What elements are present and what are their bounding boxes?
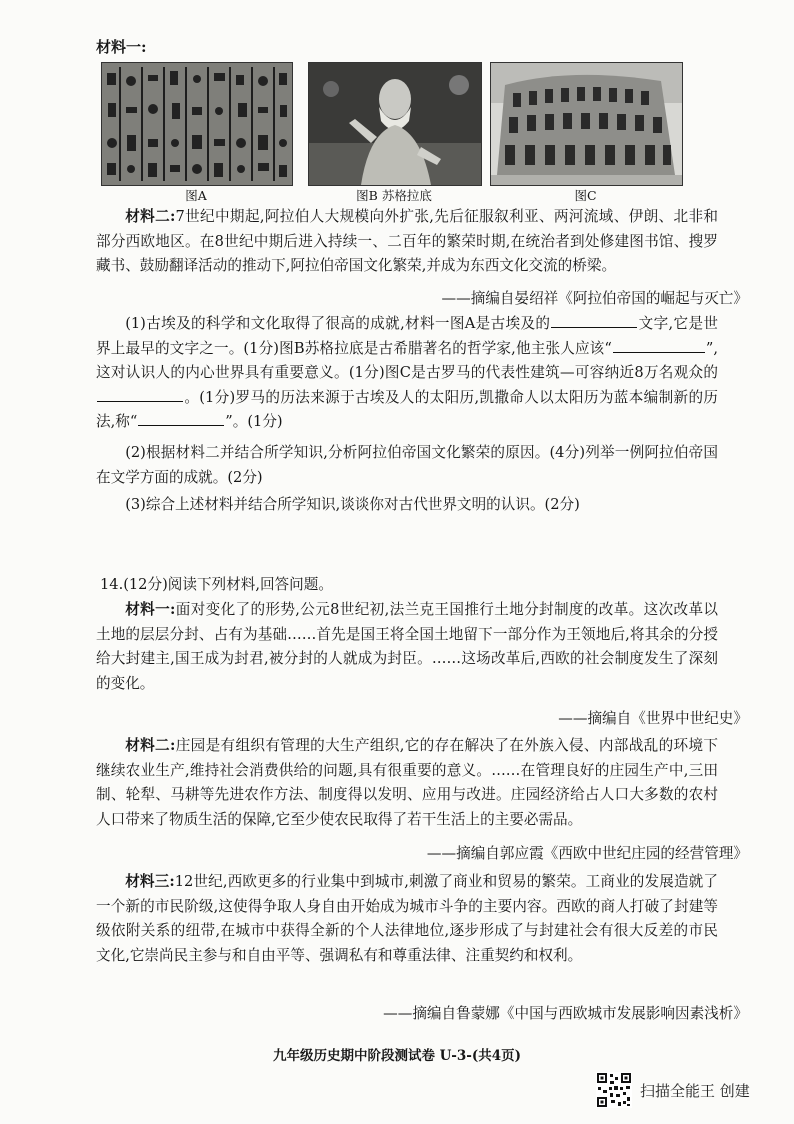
page-footer: 九年级历史期中阶段测试卷 U-3-(共4页) xyxy=(272,1048,521,1064)
q14-material-three-label: 材料三: xyxy=(125,873,175,890)
q14-material-three-citation: ——摘编自鲁蒙娜《中国与西欧城市发展影响因素浅析》 xyxy=(383,1005,748,1022)
q14-material-one-label: 材料一: xyxy=(125,601,176,618)
answer-blank-building[interactable] xyxy=(97,387,183,402)
q14-material-one-citation: ——摘编自《世界中世纪史》 xyxy=(558,710,748,727)
hieroglyph-image xyxy=(101,62,293,186)
q13-sub-question-2: (2)根据材料二并结合所学知识,分析阿拉伯帝国文化繁荣的原因。(4分)列举一例阿拉伯帝国在文学方面的成就。(2分) xyxy=(96,444,718,486)
q13-sub1-text-a: (1)古埃及的科学和文化取得了很高的成就,材料一图A是古埃及的 xyxy=(125,315,551,332)
q13-sub-question-3: (3)综合上述材料并结合所学知识,谈谈你对古代世界文明的认识。(2分) xyxy=(125,496,580,513)
q14-material-one-text: 面对变化了的形势,公元8世纪初,法兰克王国推行土地分封制度的改革。这次改革以土地的层层分封、占有为基础……首先是国王将全国土地留下一部分作为王领地后,将其余的分授给大封建主,国王成为封君,被分封的人就成为封臣。……这场改革后,西欧的社会制度发生了深刻的变化。 xyxy=(96,601,718,692)
q14-header: 14.(12分)阅读下列材料,回答问题。 xyxy=(100,576,333,593)
q13-material-two xyxy=(96,205,718,279)
answer-blank-script[interactable] xyxy=(551,313,637,328)
answer-blank-socrates[interactable] xyxy=(613,338,705,353)
q14-material-one xyxy=(96,598,718,696)
figure-b-caption: 图B 苏格拉底 xyxy=(356,188,432,203)
q13-material-two-label: 材料二: xyxy=(125,208,176,225)
scanner-watermark xyxy=(596,1072,750,1108)
colosseum-image xyxy=(490,62,683,186)
q14-material-three xyxy=(96,870,718,968)
q13-material-two-text: 7世纪中期起,阿拉伯人大规模向外扩张,先后征服叙利亚、两河流域、伊朗、北非和部分西欧地区。在8世纪中期后进入持续一、二百年的繁荣时期,在统治者到处修建图书馆、搜罗藏书、鼓励翻译活动的推动下,阿拉伯帝国文化繁荣,并成为东西文化交流的桥梁。 xyxy=(96,208,718,275)
q13-sub1-text-e: ”。(1分) xyxy=(225,413,283,431)
q13-sub1-text-b: 文字,它是世界上最早的文字之一。(1分)图B苏格拉底是古希腊著名的哲学家,他主张人应该“ xyxy=(96,315,718,357)
figure-c-caption: 图C xyxy=(574,188,597,203)
watermark-text: 扫描全能王 创建 xyxy=(640,1081,750,1100)
material-one-label: 材料一: xyxy=(96,38,147,56)
q14-material-three-text: 12世纪,西欧更多的行业集中到城市,刺激了商业和贸易的繁荣。工商业的发展造就了一个新的市民阶级,这使得争取人身自由开始成为城市斗争的主要内容。西欧的商人打破了封建等级依附关系的纽带,在城市中获得全新的个人法律地位,逐步形成了与封建社会有很大反差的市民文化,它崇尚民主参与和自由平等、强调私有和尊重法律、注重契约和权利。 xyxy=(96,873,718,964)
q14-material-two-text: 庄园是有组织有管理的大生产组织,它的存在解决了在外族入侵、内部战乱的环境下继续农业生产,维持社会消费供给的问题,具有很重要的意义。……在管理良好的庄园生产中,三田制、轮犁、马耕等先进农作方法、制度得以发明、应用与改进。庄园经济给占人口大多数的农村人口带来了物质生活的保障,它至少使农民取得了若干生活上的主要必需品。 xyxy=(96,737,718,828)
q13-sub1-text-c: ”,这对认识人的内心世界具有重要意义。(1分)图C是古罗马的代表性建筑—可容纳近8万名观众的 xyxy=(96,339,718,382)
qr-code-icon xyxy=(596,1072,632,1108)
socrates-image xyxy=(308,62,482,186)
q14-material-two xyxy=(96,734,718,832)
q13-material-two-citation: ——摘编自晏绍祥《阿拉伯帝国的崛起与灭亡》 xyxy=(441,290,748,307)
answer-blank-calendar[interactable] xyxy=(138,411,224,426)
q13-sub-question-1 xyxy=(96,312,718,435)
figure-a-caption: 图A xyxy=(185,188,207,203)
q14-material-two-citation: ——摘编自郭应霞《西欧中世纪庄园的经营管理》 xyxy=(426,845,748,862)
q14-material-two-label: 材料二: xyxy=(125,737,176,754)
q13-sub1-text-d: 。(1分)罗马的历法来源于古埃及人的太阳历,凯撒命人以太阳历为蓝本编制新的历法,称“ xyxy=(96,388,718,431)
